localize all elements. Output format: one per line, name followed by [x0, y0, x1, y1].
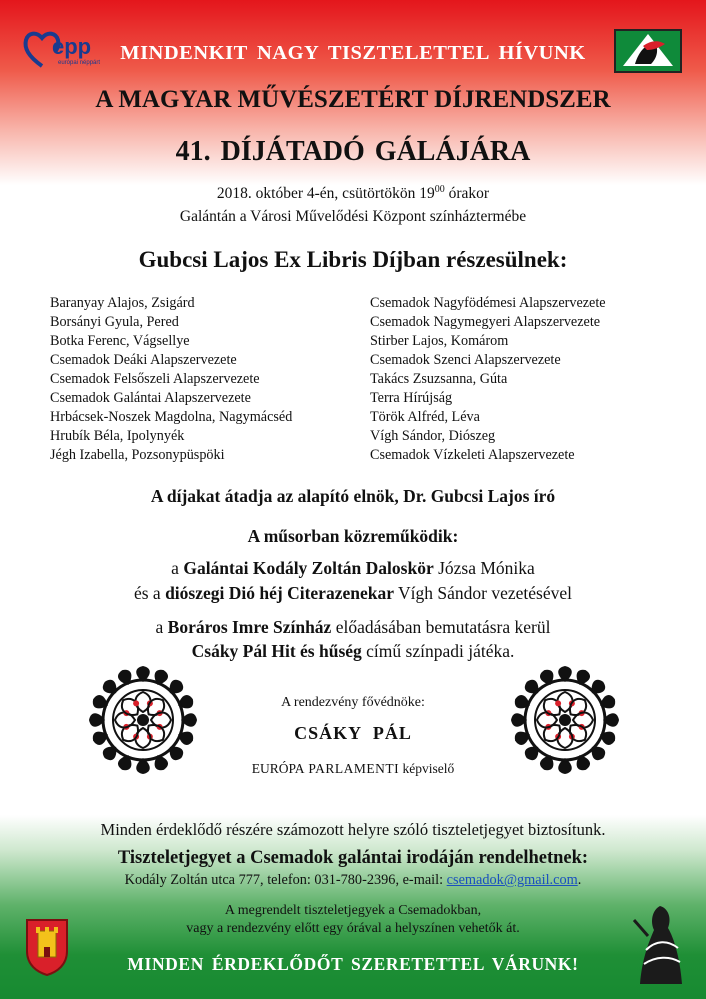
- laureate-item: Csemadok Felsőszeli Alapszervezete: [50, 371, 260, 387]
- closing-line: MINDEN ÉRDEKLŐDŐT SZERETETTEL VÁRUNK!: [127, 954, 579, 974]
- email-link[interactable]: csemadok@gmail.com: [446, 872, 578, 888]
- program-text: a: [171, 558, 184, 578]
- event-venue: Galántán a Városi Művelődési Központ színháztermébe: [179, 208, 527, 225]
- order-heading: Tiszteletjegyet a Csemadok galántai irodáján rendelhetnek:: [117, 848, 589, 868]
- epp-logo-text: epp: [52, 34, 92, 59]
- program-text: és a: [133, 583, 166, 603]
- galanta-crest-icon: [24, 917, 70, 977]
- laureate-item: Csemadok Deáki Alapszervezete: [50, 352, 237, 368]
- laureate-item: Csemadok Nagyfödémesi Alapszervezete: [370, 295, 606, 311]
- patron-role-part: PARLAMENTI: [304, 761, 400, 776]
- patron-role-part: képviselő: [399, 761, 455, 776]
- patron-label: A rendezvény fővédnöke:: [281, 695, 425, 710]
- play-title: Csáky Pál Hit és hűség: [191, 641, 362, 661]
- laureate-item: Stirber Lajos, Komárom: [370, 333, 509, 349]
- program-heading: A műsorban közreműködik:: [247, 526, 459, 546]
- contact-address: Kodály Zoltán utca 777, telefon: 031-780-2396, e-mail:: [124, 872, 447, 888]
- program-line-theatre: [0, 617, 706, 638]
- laureate-item: Vígh Sándor, Diószeg: [370, 428, 496, 444]
- award-heading-tail: részesülnek:: [440, 247, 568, 272]
- award-system-title: A MAGYAR MŰVÉSZETÉRT DÍJRENDSZER: [95, 86, 611, 113]
- laureate-item: Takács Zsuzsanna, Gúta: [370, 371, 508, 387]
- laureates-left-column: [50, 294, 292, 465]
- invite-line: MINDENKIT NAGY TISZTELETTEL HÍVUNK: [120, 42, 586, 64]
- pickup-info-line: A megrendelt tiszteletjegyek a Csemadokban,: [224, 903, 482, 918]
- laureate-item: Baranyay Alajos, Zsigárd: [50, 295, 195, 311]
- program-text: című színpadi játéka.: [361, 641, 515, 661]
- award-heading: [0, 247, 706, 273]
- laureate-item: Csemadok Nagymegyeri Alapszervezete: [370, 314, 601, 330]
- laureate-item: Botka Ferenc, Vágsellye: [50, 333, 190, 349]
- program-text: előadásában bemutatásra kerül: [331, 617, 551, 637]
- laureates-right-column: [370, 294, 606, 465]
- folk-rosette-left-icon: [88, 665, 198, 775]
- program-line-zither: [0, 583, 706, 604]
- program-text: Józsa Mónika: [433, 558, 535, 578]
- laureate-item: Terra Hírújság: [370, 390, 453, 406]
- statue-icon: [630, 900, 690, 986]
- patron-role-part: EURÓPA: [251, 761, 305, 776]
- laureate-item: Csemadok Vízkeleti Alapszervezete: [370, 447, 575, 463]
- epp-logo-subtext: európai néppárt: [58, 60, 101, 66]
- event-date-tail: órakor: [444, 185, 490, 203]
- folk-rosette-right-icon: [510, 665, 620, 775]
- gala-title: 41. DÍJÁTADÓ GÁLÁJÁRA: [175, 136, 531, 167]
- choir-name: Galántai Kodály Zoltán Daloskör: [183, 558, 434, 578]
- zither-band-name: diószegi Dió héj Citerazenekar: [165, 583, 394, 603]
- contact-end: .: [577, 872, 582, 888]
- laureate-item: Hrubík Béla, Ipolynyék: [50, 428, 185, 444]
- contact-line: [0, 872, 706, 889]
- program-text: Vígh Sándor vezetésével: [393, 583, 573, 603]
- laureate-item: Török Alfréd, Léva: [370, 409, 480, 425]
- patron-name: CSÁKY PÁL: [294, 723, 412, 743]
- event-date-main: 2018. október 4-én, csütörtökön 19: [216, 185, 435, 203]
- laureate-item: Borsányi Gyula, Pered: [50, 314, 179, 330]
- laureate-item: Csemadok Szenci Alapszervezete: [370, 352, 561, 368]
- event-date: [0, 184, 706, 203]
- theatre-name: Boráros Imre Színház: [167, 617, 332, 637]
- program-line-play: [0, 641, 706, 662]
- laureate-item: Hrbácsek-Noszek Magdolna, Nagymácséd: [50, 409, 293, 425]
- laureate-item: Jégh Izabella, Pozsonypüspöki: [50, 447, 225, 463]
- ticket-info: Minden érdeklődő részére számozott helyre szóló tiszteletjegyet biztosítunk.: [100, 820, 606, 839]
- award-name: Gubcsi Lajos Ex Libris Díjban: [138, 247, 441, 272]
- presenter-line: A díjakat átadja az alapító elnök, Dr. Gubcsi Lajos író: [150, 486, 556, 506]
- laureate-item: Csemadok Galántai Alapszervezete: [50, 390, 251, 406]
- patron-role: [0, 761, 706, 777]
- program-text: a: [155, 617, 168, 637]
- event-date-minutes: 00: [434, 184, 445, 195]
- program-line-choir: [0, 558, 706, 579]
- pickup-info-line: vagy a rendezvény előtt egy órával a helyszínen vehetők át.: [186, 921, 520, 936]
